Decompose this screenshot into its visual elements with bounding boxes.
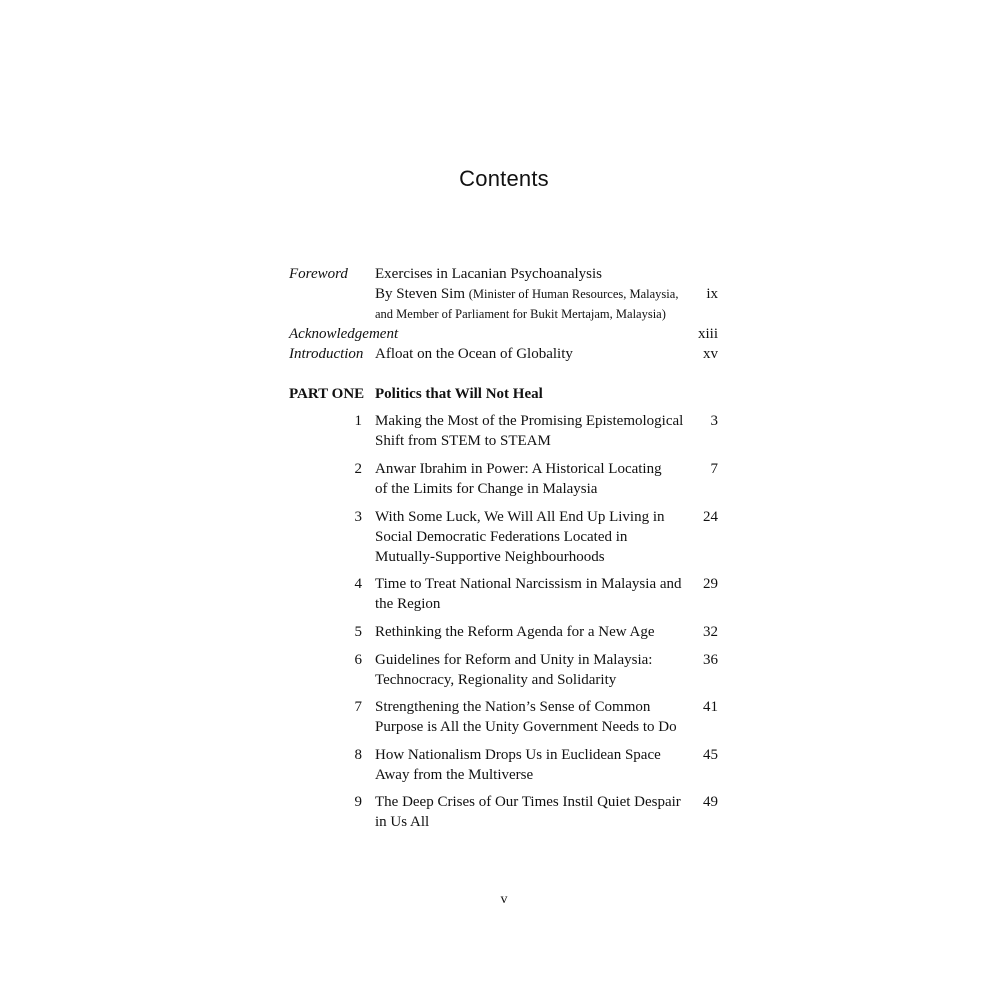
chapter-title-line: Away from the Multiverse [375, 767, 534, 783]
entry-title [375, 264, 691, 324]
entry-page-number: 45 [703, 747, 718, 763]
chapter-number: 4 [354, 576, 362, 592]
entry-page-number: xiii [697, 326, 718, 342]
chapter-title-line: the Region [375, 596, 441, 612]
toc-entry-chapter-5[interactable] [289, 622, 719, 642]
toc-entry-chapter-8[interactable] [289, 745, 719, 785]
chapter-number: 6 [354, 652, 362, 668]
chapter-title-line: With Some Luck, We Will All End Up Living in [375, 509, 665, 525]
toc-entry-chapter-2[interactable] [289, 459, 719, 499]
entry-page-number: xv [703, 346, 718, 362]
toc-entry-chapter-7[interactable] [289, 697, 719, 737]
entry-page-number: 49 [703, 794, 718, 810]
entry-title-line: Afloat on the Ocean of Globality [375, 346, 573, 362]
entry-title-line: Exercises in Lacanian Psychoanalysis [375, 266, 603, 282]
chapter-title-line: Social Democratic Federations Located in [375, 529, 628, 545]
toc-entry-introduction[interactable] [289, 344, 719, 364]
chapter-title-line: Making the Most of the Promising Epistemological [375, 413, 684, 429]
toc-entry-chapter-6[interactable] [289, 650, 719, 690]
chapter-title-line: in Us All [375, 814, 430, 830]
chapter-title [375, 574, 691, 614]
chapter-number: 2 [354, 461, 362, 477]
chapter-title [375, 650, 691, 690]
chapter-title-line: Strengthening the Nation’s Sense of Common [375, 699, 651, 715]
entry-title [375, 344, 691, 364]
chapter-number: 1 [354, 413, 362, 429]
toc-entry-foreword[interactable] [289, 264, 719, 324]
chapter-title-line: Time to Treat National Narcissism in Malaysia and [375, 576, 682, 592]
entry-page-number: 41 [703, 699, 718, 715]
chapter-number: 3 [354, 509, 362, 525]
entry-page-number: 29 [703, 576, 718, 592]
chapter-number: 5 [354, 624, 362, 640]
entry-page-number: 24 [703, 509, 718, 525]
toc-entry-chapter-1[interactable] [289, 411, 719, 451]
entry-author-note-line: and Member of Parliament for Bukit Mertajam, Malaysia) [375, 307, 666, 321]
chapter-title-line: of the Limits for Change in Malaysia [375, 481, 598, 497]
entry-author-line [375, 284, 691, 304]
entry-page-number: 36 [703, 652, 718, 668]
page-title: Contents [459, 166, 549, 191]
chapter-title [375, 622, 691, 642]
entry-author: By Steven Sim [375, 286, 466, 302]
chapter-title-line: Purpose is All the Unity Government Needs to Do [375, 719, 677, 735]
chapter-title-line: Anwar Ibrahim in Power: A Historical Locating [375, 461, 662, 477]
entry-page-number: 32 [703, 624, 718, 640]
entry-page-number: 7 [710, 461, 718, 477]
entry-label: Introduction [289, 346, 364, 362]
chapter-title-line: The Deep Crises of Our Times Instil Quiet Despair [375, 794, 681, 810]
entry-label: Foreword [289, 266, 348, 282]
chapter-title [375, 745, 691, 785]
chapter-title-line: Shift from STEM to STEAM [375, 433, 551, 449]
chapter-title-line: Guidelines for Reform and Unity in Malaysia: [375, 652, 653, 668]
entry-label: Acknowledgement [289, 326, 399, 342]
chapter-number: 8 [354, 747, 362, 763]
chapter-title [375, 507, 691, 567]
toc-entry-chapter-9[interactable] [289, 792, 719, 832]
part-label: PART ONE [289, 386, 365, 402]
toc-entry-chapter-3[interactable] [289, 507, 719, 567]
toc-entry-acknowledgement[interactable] [289, 324, 719, 344]
entry-page-number: ix [706, 286, 718, 302]
chapter-title [375, 792, 691, 832]
page-folio: v [500, 892, 508, 907]
chapter-number: 9 [354, 794, 362, 810]
chapter-title [375, 411, 691, 451]
chapter-title [375, 697, 691, 737]
chapter-title-line: Mutually-Supportive Neighbourhoods [375, 549, 605, 565]
part-title [375, 384, 691, 404]
chapter-title-line: Rethinking the Reform Agenda for a New Age [375, 624, 655, 640]
part-title-line: Politics that Will Not Heal [375, 386, 543, 402]
entry-page-number: 3 [710, 413, 718, 429]
part-heading [289, 384, 719, 404]
chapter-number: 7 [354, 699, 362, 715]
chapter-title-line: How Nationalism Drops Us in Euclidean Space [375, 747, 661, 763]
entry-author-note: (Minister of Human Resources, Malaysia, [468, 287, 679, 301]
chapter-title [375, 459, 691, 499]
chapter-title-line: Technocracy, Regionality and Solidarity [375, 672, 617, 688]
toc-entry-chapter-4[interactable] [289, 574, 719, 614]
